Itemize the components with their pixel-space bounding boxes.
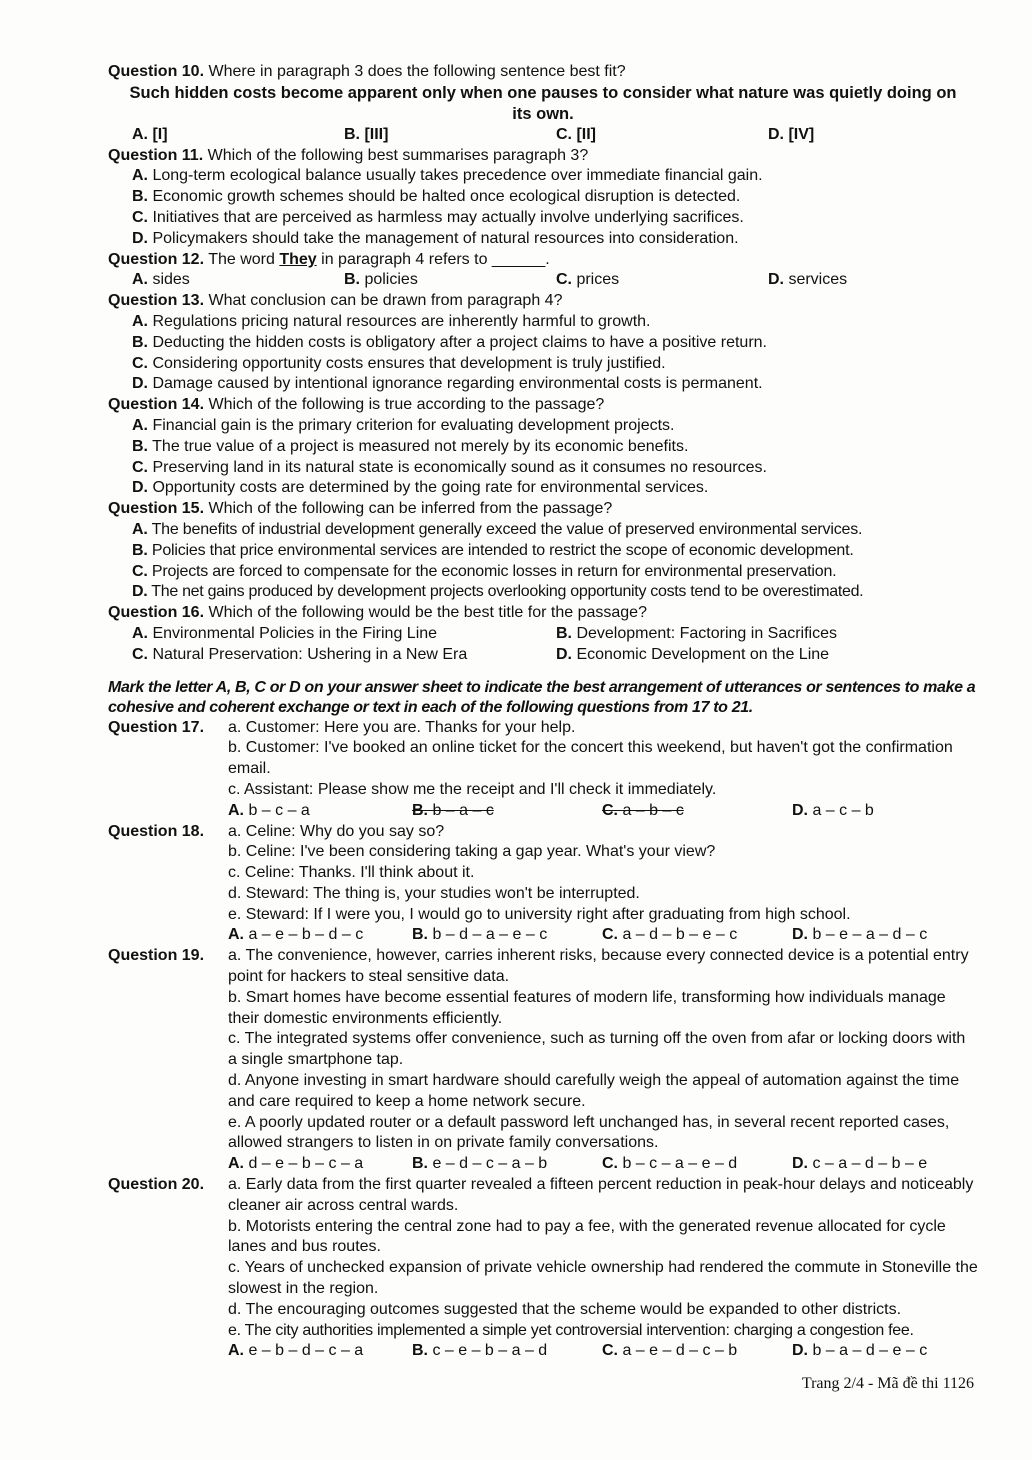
question-text: What conclusion can be drawn from paragraph 4? bbox=[208, 292, 563, 310]
option-c: C. a – b – c bbox=[602, 801, 684, 819]
list-item: d. Anyone investing in smart hardware should carefully weigh the appeal of automation against the time and care required to keep a home network secure. bbox=[228, 1072, 960, 1110]
list-item: c. Assistant: Please show me the receipt and I'll check it immediately. bbox=[228, 780, 717, 798]
list-item: b. Customer: I've booked an online ticket for the concert this weekend, but haven't got the confirmation email. bbox=[228, 739, 953, 778]
question-16 bbox=[108, 603, 978, 624]
quoted-sentence: Such hidden costs become apparent only when one pauses to consider what nature was quietly doing on its own. bbox=[129, 83, 957, 123]
question-19 bbox=[108, 946, 978, 988]
list-item: e. A poorly updated router or a default password left unchanged has, in several recent reported cases, allowed strangers to listen in on private family conversations. bbox=[228, 1113, 950, 1152]
option-d: D. b – a – d – e – c bbox=[792, 1342, 928, 1360]
option-a: A. Regulations pricing natural resources are inherently harmful to growth. bbox=[132, 312, 651, 330]
list-item: e. Steward: If I were you, I would go to university right after graduating from high school. bbox=[228, 905, 851, 923]
option-a: A. e – b – d – c – a bbox=[228, 1342, 364, 1360]
option-c: C. Preserving land in its natural state is economically sound as it consumes no resources. bbox=[132, 458, 767, 476]
question-label: Question 16. bbox=[108, 604, 205, 622]
options-q20 bbox=[108, 1341, 978, 1362]
option-b: B. Development: Factoring in Sacrifices bbox=[556, 624, 838, 642]
question-label: Question 20. bbox=[108, 1176, 205, 1194]
option-b: B. b – d – a – e – c bbox=[412, 926, 548, 944]
question-text: Where in paragraph 3 does the following sentence best fit? bbox=[208, 63, 626, 80]
question-14 bbox=[108, 395, 978, 416]
list-item: a. Customer: Here you are. Thanks for your help. bbox=[228, 718, 576, 736]
option-c: C. prices bbox=[556, 271, 620, 289]
option-d: D. b – e – a – d – c bbox=[792, 926, 928, 944]
question-10 bbox=[108, 62, 978, 83]
options-q18 bbox=[108, 925, 978, 946]
options-q16 bbox=[108, 624, 978, 666]
option-d: D. services bbox=[768, 271, 848, 289]
question-text: Which of the following is true according to the passage? bbox=[208, 396, 605, 414]
option-c: C. Considering opportunity costs ensures that development is truly justified. bbox=[132, 354, 666, 372]
option-c: C. Natural Preservation: Ushering in a New Era bbox=[132, 645, 468, 663]
list-item: a. Early data from the first quarter revealed a fifteen percent reduction in peak-hour delays and noticeably cleaner air across central wards. bbox=[228, 1176, 974, 1214]
option-b: B. Economic growth schemes should be halted once ecological disruption is detected. bbox=[132, 188, 741, 206]
option-a: A. Long-term ecological balance usually takes precedence over immediate financial gain. bbox=[132, 167, 763, 185]
question-18 bbox=[108, 822, 978, 843]
question-15 bbox=[108, 499, 978, 520]
option-d: D. c – a – d – b – e bbox=[792, 1155, 928, 1173]
referenced-word: They bbox=[279, 250, 317, 268]
option-d: D. Damage caused by intentional ignorance regarding environmental costs is permanent. bbox=[132, 375, 763, 393]
list-item: c. The integrated systems offer convenience, such as turning off the oven from afar or locking doors with a single smartphone tap. bbox=[228, 1030, 966, 1069]
question-text: Which of the following best summarises paragraph 3? bbox=[207, 146, 589, 164]
option-a: A. d – e – b – c – a bbox=[228, 1155, 364, 1173]
option-a: A. b – c – a bbox=[228, 801, 310, 819]
option-c: C. Initiatives that are perceived as harmless may actually involve underlying sacrifices. bbox=[132, 208, 744, 226]
option-a: A. The benefits of industrial development generally exceed the value of preserved environmental services. bbox=[132, 520, 863, 538]
option-b: B. c – e – b – a – d bbox=[412, 1342, 548, 1360]
option-c: C. Projects are forced to compensate for the economic losses in return for environmental preservation. bbox=[132, 562, 837, 580]
question-label: Question 13. bbox=[108, 292, 205, 310]
option-d: D. The net gains produced by development projects overlooking opportunity costs tend to be overestimated. bbox=[132, 583, 864, 601]
option-d: D. a – c – b bbox=[792, 801, 874, 819]
option-b: B. b – a – c bbox=[412, 801, 494, 819]
option-b: B. Deducting the hidden costs is obligatory after a project claims to have a positive return. bbox=[132, 333, 767, 351]
question-label: Question 10. bbox=[108, 63, 205, 80]
question-label: Question 11. bbox=[108, 146, 204, 164]
option-d: D. Economic Development on the Line bbox=[556, 645, 830, 663]
options-q10 bbox=[108, 125, 978, 146]
options-q17 bbox=[108, 801, 978, 822]
list-item: b. Celine: I've been considering taking a gap year. What's your view? bbox=[228, 843, 716, 861]
question-12: Question 12. The word They in paragraph 4 refers to ______. bbox=[108, 250, 550, 268]
option-a: A. Financial gain is the primary criterion for evaluating development projects. bbox=[132, 416, 675, 434]
option-d: D. Policymakers should take the management of natural resources into consideration. bbox=[132, 229, 739, 247]
list-item: c. Celine: Thanks. I'll think about it. bbox=[228, 864, 475, 882]
option-a: A. a – e – b – d – c bbox=[228, 926, 364, 944]
option-a: A. [I] bbox=[132, 125, 168, 143]
question-13 bbox=[108, 291, 978, 312]
question-label: Question 17. bbox=[108, 718, 205, 736]
question-label: Question 18. bbox=[108, 822, 205, 840]
option-d: D. [IV] bbox=[768, 125, 815, 143]
list-item: a. Celine: Why do you say so? bbox=[228, 822, 445, 840]
list-item: d. The encouraging outcomes suggested that the scheme would be expanded to other districts. bbox=[228, 1300, 902, 1318]
option-a: A. sides bbox=[132, 271, 190, 289]
option-c: C. a – d – b – e – c bbox=[602, 926, 738, 944]
section-instruction: Mark the letter A, B, C or D on your answer sheet to indicate the best arrangement of utterances or sentences to make a cohesive and coherent exchange or text in each of the following questions from 17 to 21. bbox=[108, 678, 976, 716]
option-b: B. e – d – c – a – b bbox=[412, 1155, 548, 1173]
option-b: B. Policies that price environmental services are intended to restrict the scope of economic development. bbox=[132, 541, 854, 559]
list-item: e. The city authorities implemented a simple yet controversial intervention: charging a congestion fee. bbox=[228, 1321, 914, 1339]
list-item: c. Years of unchecked expansion of private vehicle ownership had rendered the commute in Stoneville the slowest in the region. bbox=[228, 1259, 978, 1298]
page-footer: Trang 2/4 - Mã đề thi 1126 bbox=[801, 1375, 974, 1392]
option-c: C. b – c – a – e – d bbox=[602, 1155, 738, 1173]
question-11 bbox=[108, 146, 978, 167]
option-b: B. policies bbox=[344, 271, 418, 289]
question-20 bbox=[108, 1175, 978, 1217]
option-d: D. Opportunity costs are determined by the going rate for environmental services. bbox=[132, 479, 709, 497]
list-item: a. The convenience, however, carries inherent risks, because every connected device is a potential entry point for hackers to steal sensitive data. bbox=[228, 947, 969, 986]
question-label: Question 19. bbox=[108, 947, 205, 965]
option-b: B. The true value of a project is measured not merely by its economic benefits. bbox=[132, 437, 689, 455]
option-a: A. Environmental Policies in the Firing Line bbox=[132, 624, 438, 642]
question-text: Which of the following would be the best title for the passage? bbox=[208, 604, 647, 622]
option-b: B. [III] bbox=[344, 125, 389, 143]
list-item: b. Motorists entering the central zone had to pay a fee, with the generated revenue allocated for cycle lanes and bus routes. bbox=[228, 1217, 946, 1256]
question-text: Which of the following can be inferred from the passage? bbox=[208, 500, 613, 518]
options-q12 bbox=[108, 270, 978, 291]
question-label: Question 15. bbox=[108, 500, 205, 518]
list-item: d. Steward: The thing is, your studies won't be interrupted. bbox=[228, 884, 640, 902]
exam-page bbox=[108, 62, 978, 1362]
question-label: Question 12. bbox=[108, 250, 205, 268]
question-17 bbox=[108, 718, 978, 739]
list-item: b. Smart homes have become essential features of modern life, transforming how individuals manage their domestic environments efficiently. bbox=[228, 988, 946, 1027]
option-c: C. a – e – d – c – b bbox=[602, 1342, 738, 1360]
options-q19 bbox=[108, 1154, 978, 1175]
option-c: C. [II] bbox=[556, 125, 596, 143]
question-label: Question 14. bbox=[108, 396, 205, 414]
